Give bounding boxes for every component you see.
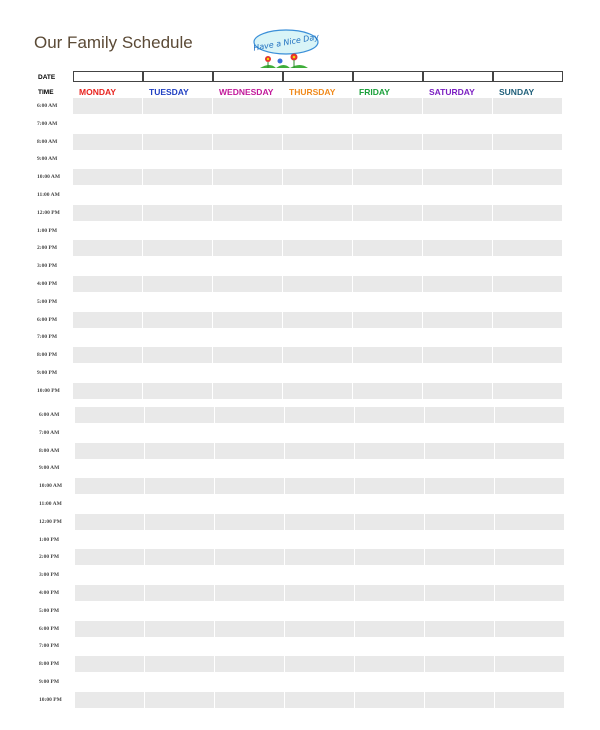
time-label: 11:00 AM xyxy=(39,501,62,507)
day-header-tuesday: TUESDAY xyxy=(149,87,189,97)
schedule-cell[interactable] xyxy=(355,478,424,494)
time-label: 8:00 AM xyxy=(37,138,58,145)
date-input-wednesday[interactable] xyxy=(213,71,283,82)
time-label: 5:00 PM xyxy=(37,298,58,305)
schedule-cell[interactable] xyxy=(355,425,424,441)
schedule-cell[interactable] xyxy=(75,407,144,423)
day-header-friday: FRIDAY xyxy=(359,87,390,97)
schedule-cell[interactable] xyxy=(355,692,424,708)
schedule-cell[interactable] xyxy=(215,425,284,441)
schedule-cell[interactable] xyxy=(213,98,282,114)
page-title: Our Family Schedule xyxy=(34,33,193,52)
schedule-cell[interactable] xyxy=(215,567,284,583)
schedule-cell[interactable] xyxy=(425,585,494,601)
schedule-cell[interactable] xyxy=(493,240,562,256)
schedule-cell[interactable] xyxy=(283,240,352,256)
schedule-cell[interactable] xyxy=(425,603,494,619)
schedule-cell[interactable] xyxy=(73,187,142,203)
schedule-cell[interactable] xyxy=(283,187,352,203)
schedule-cell[interactable] xyxy=(215,407,284,423)
schedule-cell[interactable] xyxy=(355,407,424,423)
schedule-cell[interactable] xyxy=(143,205,212,221)
time-label: 6:00 PM xyxy=(37,316,58,323)
schedule-cell[interactable] xyxy=(353,276,422,292)
time-label: 7:00 PM xyxy=(37,334,58,341)
schedule-cell[interactable] xyxy=(143,365,212,381)
schedule-cell[interactable] xyxy=(145,443,214,459)
schedule-cell[interactable] xyxy=(493,116,562,132)
schedule-cell[interactable] xyxy=(213,223,282,239)
schedule-cell[interactable] xyxy=(215,674,284,690)
time-label: TIME xyxy=(38,89,54,96)
schedule-cell[interactable] xyxy=(215,585,284,601)
time-label: 6:00 AM xyxy=(39,412,60,418)
date-input-sunday[interactable] xyxy=(493,71,563,82)
schedule-cell[interactable] xyxy=(73,151,142,167)
schedule-cell[interactable] xyxy=(495,585,564,601)
time-label: 8:00 PM xyxy=(39,661,60,668)
schedule-cell[interactable] xyxy=(355,567,424,583)
schedule-cell[interactable] xyxy=(493,329,562,345)
time-label: 9:00 AM xyxy=(37,156,58,163)
schedule-cell[interactable] xyxy=(73,205,142,221)
schedule-cell[interactable] xyxy=(143,187,212,203)
time-label: 2:00 PM xyxy=(39,554,60,561)
schedule-cell[interactable] xyxy=(495,443,564,459)
schedule-cell[interactable] xyxy=(215,603,284,619)
schedule-cell[interactable] xyxy=(423,294,492,310)
time-label: 7:00 AM xyxy=(39,429,60,436)
schedule-cell[interactable] xyxy=(493,134,562,150)
schedule-cell[interactable] xyxy=(213,169,282,185)
schedule-cell[interactable] xyxy=(75,674,144,690)
schedule-cell[interactable] xyxy=(143,240,212,256)
schedule-cell[interactable] xyxy=(495,692,564,708)
time-label: 4:00 PM xyxy=(37,281,58,287)
time-label: 2:00 PM xyxy=(37,245,58,252)
schedule-cell[interactable] xyxy=(73,116,142,132)
time-label: 7:00 AM xyxy=(37,120,58,127)
schedule-cell[interactable] xyxy=(423,151,492,167)
schedule-cell[interactable] xyxy=(283,294,352,310)
schedule-cell[interactable] xyxy=(493,169,562,185)
schedule-cell[interactable] xyxy=(285,692,354,708)
date-input-monday[interactable] xyxy=(73,71,143,82)
schedule-cell[interactable] xyxy=(493,383,562,399)
schedule-cell[interactable] xyxy=(145,638,214,654)
schedule-cell[interactable] xyxy=(283,205,352,221)
schedule-cell[interactable] xyxy=(493,312,562,328)
schedule-cell[interactable] xyxy=(73,258,142,274)
schedule-cell[interactable] xyxy=(495,549,564,565)
schedule-cell[interactable] xyxy=(285,478,354,494)
schedule-cell[interactable] xyxy=(423,134,492,150)
schedule-cell[interactable] xyxy=(213,187,282,203)
schedule-cell[interactable] xyxy=(493,347,562,363)
schedule-cell[interactable] xyxy=(423,276,492,292)
schedule-cell[interactable] xyxy=(75,621,144,637)
schedule-cell[interactable] xyxy=(495,407,564,423)
logo-text: Have a Nice Day xyxy=(252,32,320,53)
schedule-cell[interactable] xyxy=(213,329,282,345)
schedule-cell[interactable] xyxy=(285,496,354,512)
have-a-nice-day-logo xyxy=(250,26,322,70)
schedule-cell[interactable] xyxy=(495,567,564,583)
schedule-cell[interactable] xyxy=(493,151,562,167)
schedule-cell[interactable] xyxy=(353,205,422,221)
schedule-cell[interactable] xyxy=(495,532,564,548)
schedule-cell[interactable] xyxy=(283,329,352,345)
schedule-cell[interactable] xyxy=(285,567,354,583)
schedule-cell[interactable] xyxy=(425,532,494,548)
schedule-cell[interactable] xyxy=(215,478,284,494)
schedule-cell[interactable] xyxy=(285,656,354,672)
schedule-cell[interactable] xyxy=(425,674,494,690)
time-label: 9:00 AM xyxy=(39,465,60,472)
schedule-cell[interactable] xyxy=(423,205,492,221)
schedule-cell[interactable] xyxy=(213,383,282,399)
schedule-cell[interactable] xyxy=(213,205,282,221)
schedule-cell[interactable] xyxy=(215,514,284,530)
schedule-cell[interactable] xyxy=(355,532,424,548)
date-input-tuesday[interactable] xyxy=(143,71,213,82)
schedule-cell[interactable] xyxy=(75,443,144,459)
schedule-cell[interactable] xyxy=(143,294,212,310)
schedule-cell[interactable] xyxy=(355,549,424,565)
schedule-cell[interactable] xyxy=(353,347,422,363)
schedule-cell[interactable] xyxy=(353,240,422,256)
schedule-cell[interactable] xyxy=(423,258,492,274)
schedule-cell[interactable] xyxy=(493,205,562,221)
schedule-cell[interactable] xyxy=(425,621,494,637)
schedule-cell[interactable] xyxy=(73,134,142,150)
time-label: 6:00 PM xyxy=(39,625,60,632)
schedule-cell[interactable] xyxy=(143,329,212,345)
schedule-cell[interactable] xyxy=(145,407,214,423)
schedule-cell[interactable] xyxy=(423,223,492,239)
schedule-cell[interactable] xyxy=(215,638,284,654)
schedule-cell[interactable] xyxy=(143,383,212,399)
schedule-cell[interactable] xyxy=(215,460,284,476)
schedule-cell[interactable] xyxy=(145,496,214,512)
time-label: 9:00 PM xyxy=(39,679,60,685)
schedule-cell[interactable] xyxy=(423,240,492,256)
schedule-cell[interactable] xyxy=(145,478,214,494)
schedule-cell[interactable] xyxy=(423,116,492,132)
schedule-cell[interactable] xyxy=(73,312,142,328)
schedule-cell[interactable] xyxy=(425,425,494,441)
schedule-cell[interactable] xyxy=(75,478,144,494)
schedule-cell[interactable] xyxy=(425,567,494,583)
schedule-cell[interactable] xyxy=(75,638,144,654)
schedule-cell[interactable] xyxy=(495,656,564,672)
schedule-cell[interactable] xyxy=(425,549,494,565)
schedule-cell[interactable] xyxy=(145,621,214,637)
date-input-friday[interactable] xyxy=(353,71,423,82)
schedule-cell[interactable] xyxy=(73,276,142,292)
schedule-cell[interactable] xyxy=(283,169,352,185)
time-label: 10:00 AM xyxy=(39,483,63,490)
schedule-cell[interactable] xyxy=(283,312,352,328)
schedule-cell[interactable] xyxy=(285,460,354,476)
schedule-cell[interactable] xyxy=(353,329,422,345)
schedule-cell[interactable] xyxy=(285,674,354,690)
schedule-cell[interactable] xyxy=(143,347,212,363)
schedule-cell[interactable] xyxy=(423,347,492,363)
schedule-cell[interactable] xyxy=(423,98,492,114)
schedule-cell[interactable] xyxy=(425,478,494,494)
schedule-cell[interactable] xyxy=(355,621,424,637)
schedule-cell[interactable] xyxy=(75,514,144,530)
schedule-cell[interactable] xyxy=(143,258,212,274)
schedule-cell[interactable] xyxy=(73,169,142,185)
schedule-cell[interactable] xyxy=(145,460,214,476)
schedule-cell[interactable] xyxy=(75,692,144,708)
date-input-thursday[interactable] xyxy=(283,71,353,82)
schedule-cell[interactable] xyxy=(145,585,214,601)
schedule-cell[interactable] xyxy=(73,383,142,399)
schedule-cell[interactable] xyxy=(75,549,144,565)
schedule-cell[interactable] xyxy=(495,603,564,619)
schedule-cell[interactable] xyxy=(353,383,422,399)
schedule-cell[interactable] xyxy=(75,460,144,476)
schedule-cell[interactable] xyxy=(493,223,562,239)
schedule-cell[interactable] xyxy=(355,656,424,672)
day-header-saturday: SATURDAY xyxy=(429,87,475,97)
schedule-cell[interactable] xyxy=(493,365,562,381)
schedule-cell[interactable] xyxy=(353,312,422,328)
schedule-cell[interactable] xyxy=(285,549,354,565)
schedule-cell[interactable] xyxy=(143,151,212,167)
schedule-cell[interactable] xyxy=(423,169,492,185)
schedule-cell[interactable] xyxy=(145,532,214,548)
schedule-cell[interactable] xyxy=(425,407,494,423)
schedule-cell[interactable] xyxy=(145,567,214,583)
schedule-cell[interactable] xyxy=(145,603,214,619)
schedule-cell[interactable] xyxy=(353,365,422,381)
date-label: DATE xyxy=(38,74,56,81)
schedule-cell[interactable] xyxy=(495,460,564,476)
schedule-cell[interactable] xyxy=(285,585,354,601)
schedule-cell[interactable] xyxy=(425,638,494,654)
schedule-cell[interactable] xyxy=(285,603,354,619)
schedule-cell[interactable] xyxy=(145,656,214,672)
schedule-cell[interactable] xyxy=(145,692,214,708)
schedule-cell[interactable] xyxy=(425,496,494,512)
schedule-cell[interactable] xyxy=(73,365,142,381)
schedule-cell[interactable] xyxy=(213,365,282,381)
time-label: 10:00 PM xyxy=(39,696,62,703)
schedule-cell[interactable] xyxy=(353,169,422,185)
schedule-cell[interactable] xyxy=(143,98,212,114)
time-label: 5:00 PM xyxy=(39,607,60,614)
schedule-cell[interactable] xyxy=(213,116,282,132)
schedule-cell[interactable] xyxy=(75,425,144,441)
schedule-cell[interactable] xyxy=(353,151,422,167)
time-label: 10:00 AM xyxy=(37,174,61,181)
day-header-sunday: SUNDAY xyxy=(499,87,535,97)
time-label: 4:00 PM xyxy=(39,590,60,596)
schedule-cell[interactable] xyxy=(143,223,212,239)
day-header-monday: MONDAY xyxy=(79,87,116,97)
schedule-cell[interactable] xyxy=(143,134,212,150)
schedule-cell[interactable] xyxy=(213,347,282,363)
schedule-cell[interactable] xyxy=(215,692,284,708)
time-label: 11:00 AM xyxy=(37,192,60,198)
schedule-cell[interactable] xyxy=(285,514,354,530)
schedule-cell[interactable] xyxy=(423,187,492,203)
schedule-cell[interactable] xyxy=(213,240,282,256)
schedule-cell[interactable] xyxy=(215,443,284,459)
schedule-cell[interactable] xyxy=(353,258,422,274)
schedule-cell[interactable] xyxy=(285,443,354,459)
schedule-cell[interactable] xyxy=(285,638,354,654)
day-header-wednesday: WEDNESDAY xyxy=(219,87,274,97)
schedule-cell[interactable] xyxy=(145,549,214,565)
schedule-cell[interactable] xyxy=(145,674,214,690)
schedule-cell[interactable] xyxy=(283,347,352,363)
schedule-cell[interactable] xyxy=(215,656,284,672)
time-label: 3:00 PM xyxy=(37,263,58,270)
schedule-cell[interactable] xyxy=(423,383,492,399)
schedule-cell[interactable] xyxy=(285,621,354,637)
schedule-cell[interactable] xyxy=(353,134,422,150)
schedule-cell[interactable] xyxy=(73,329,142,345)
schedule-cell[interactable] xyxy=(355,460,424,476)
schedule-cell[interactable] xyxy=(495,496,564,512)
schedule-cell[interactable] xyxy=(283,365,352,381)
schedule-cell[interactable] xyxy=(283,276,352,292)
schedule-cell[interactable] xyxy=(495,478,564,494)
schedule-cell[interactable] xyxy=(425,460,494,476)
schedule-cell[interactable] xyxy=(353,116,422,132)
schedule-cell[interactable] xyxy=(75,567,144,583)
schedule-cell[interactable] xyxy=(493,258,562,274)
schedule-cell[interactable] xyxy=(215,621,284,637)
schedule-cell[interactable] xyxy=(215,532,284,548)
schedule-cell[interactable] xyxy=(355,585,424,601)
schedule-cell[interactable] xyxy=(423,312,492,328)
time-label: 1:00 PM xyxy=(39,536,60,543)
schedule-cell[interactable] xyxy=(145,425,214,441)
schedule-cell[interactable] xyxy=(423,329,492,345)
schedule-cell[interactable] xyxy=(75,496,144,512)
schedule-cell[interactable] xyxy=(355,496,424,512)
schedule-cell[interactable] xyxy=(493,98,562,114)
schedule-cell[interactable] xyxy=(355,514,424,530)
schedule-cell[interactable] xyxy=(425,656,494,672)
schedule-cell[interactable] xyxy=(283,98,352,114)
time-label: 1:00 PM xyxy=(37,227,58,234)
schedule-cell[interactable] xyxy=(353,98,422,114)
schedule-cell[interactable] xyxy=(75,603,144,619)
schedule-cell[interactable] xyxy=(425,514,494,530)
time-label: 6:00 AM xyxy=(37,103,58,109)
time-label: 8:00 AM xyxy=(39,447,60,454)
time-label: 7:00 PM xyxy=(39,643,60,650)
schedule-cell[interactable] xyxy=(213,134,282,150)
schedule-cell[interactable] xyxy=(75,585,144,601)
day-header-thursday: THURSDAY xyxy=(289,87,336,97)
schedule-cell[interactable] xyxy=(143,116,212,132)
schedule-cell[interactable] xyxy=(73,223,142,239)
schedule-cell[interactable] xyxy=(353,187,422,203)
schedule-cell[interactable] xyxy=(283,116,352,132)
schedule-cell[interactable] xyxy=(355,638,424,654)
schedule-cell[interactable] xyxy=(213,258,282,274)
time-label: 10:00 PM xyxy=(37,387,60,394)
schedule-cell[interactable] xyxy=(285,425,354,441)
schedule-cell[interactable] xyxy=(495,425,564,441)
schedule-cell[interactable] xyxy=(73,294,142,310)
schedule-cell[interactable] xyxy=(143,312,212,328)
schedule-cell[interactable] xyxy=(353,223,422,239)
schedule-cell[interactable] xyxy=(73,240,142,256)
schedule-cell[interactable] xyxy=(493,294,562,310)
schedule-cell[interactable] xyxy=(73,98,142,114)
time-label: 12:00 PM xyxy=(39,518,62,525)
schedule-cell[interactable] xyxy=(353,294,422,310)
time-label: 8:00 PM xyxy=(37,352,58,359)
schedule-cell[interactable] xyxy=(213,276,282,292)
schedule-cell[interactable] xyxy=(283,134,352,150)
schedule-cell[interactable] xyxy=(425,443,494,459)
schedule-cell[interactable] xyxy=(215,549,284,565)
schedule-cell[interactable] xyxy=(493,187,562,203)
schedule-cell[interactable] xyxy=(145,514,214,530)
schedule-cell[interactable] xyxy=(213,294,282,310)
schedule-cell[interactable] xyxy=(425,692,494,708)
schedule-cell[interactable] xyxy=(493,276,562,292)
schedule-cell[interactable] xyxy=(143,169,212,185)
schedule-cell[interactable] xyxy=(283,383,352,399)
schedule-cell[interactable] xyxy=(213,151,282,167)
schedule-cell[interactable] xyxy=(213,312,282,328)
schedule-cell[interactable] xyxy=(423,365,492,381)
schedule-cell[interactable] xyxy=(495,514,564,530)
schedule-cell[interactable] xyxy=(355,443,424,459)
schedule-cell[interactable] xyxy=(495,638,564,654)
time-label: 12:00 PM xyxy=(37,209,60,216)
time-label: 3:00 PM xyxy=(39,572,60,579)
schedule-cell[interactable] xyxy=(285,532,354,548)
schedule-cell[interactable] xyxy=(283,258,352,274)
time-label: 9:00 PM xyxy=(37,370,58,376)
schedule-cell[interactable] xyxy=(75,532,144,548)
schedule-cell[interactable] xyxy=(215,496,284,512)
schedule-cell[interactable] xyxy=(355,674,424,690)
schedule-cell[interactable] xyxy=(73,347,142,363)
schedule-cell[interactable] xyxy=(283,223,352,239)
schedule-cell[interactable] xyxy=(355,603,424,619)
schedule-cell[interactable] xyxy=(285,407,354,423)
schedule-cell[interactable] xyxy=(283,151,352,167)
date-input-saturday[interactable] xyxy=(423,71,493,82)
schedule-cell[interactable] xyxy=(75,656,144,672)
schedule-cell[interactable] xyxy=(143,276,212,292)
schedule-cell[interactable] xyxy=(495,621,564,637)
schedule-cell[interactable] xyxy=(495,674,564,690)
